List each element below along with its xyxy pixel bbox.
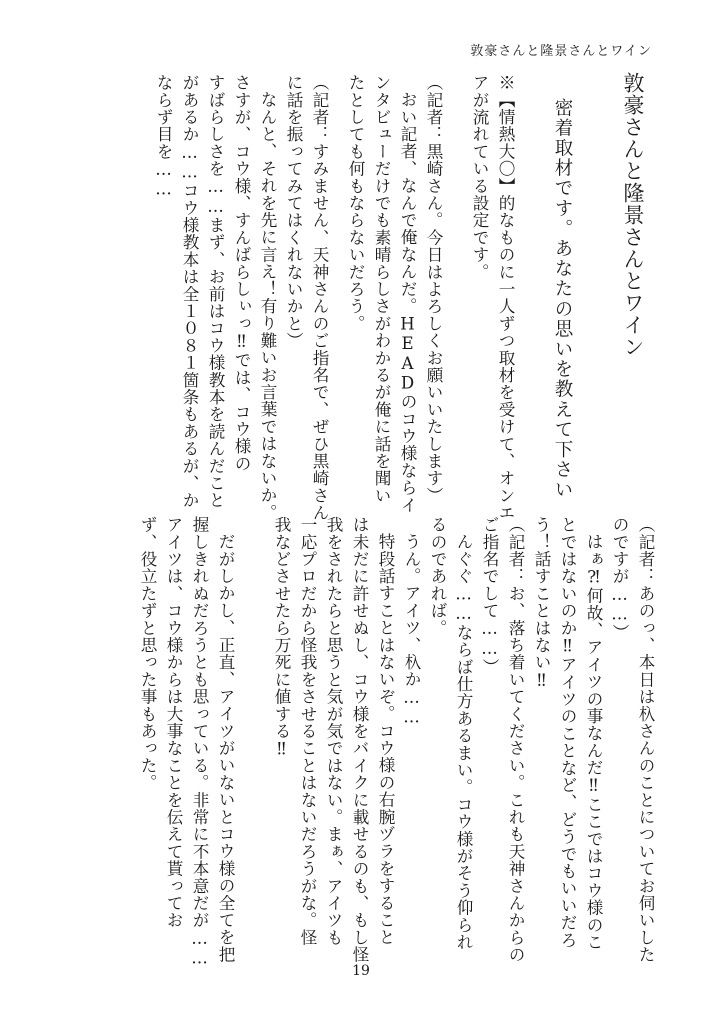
story-title: 敦豪さんと隆景さんとワイン: [621, 72, 645, 358]
bottom-line: 我をされたらと思うと気が気ではない。まぁ、アイツも: [324, 516, 343, 946]
bottom-line: うん。アイツ、杁か……: [402, 533, 421, 727]
bottom-line: 握しきれぬだろうとも思っている。非常に不本意だが……: [190, 516, 209, 968]
bottom-line: だがしかし、正直、アイツがいないとコウ様の全てを把: [216, 533, 235, 963]
top-line: （記者：すみません、天神さんのご指名で、ぜひ黒崎さん: [310, 74, 329, 522]
top-line: （記者：黒崎さん。今日はよろしくお願いいたします）: [424, 74, 443, 504]
top-line: ンタビューだけでも素晴らしさがわかるが俺に話を聞い: [372, 74, 391, 504]
top-line: すばらしさを……まず、お前はコウ様教本を読んだこと: [206, 74, 225, 509]
top-line: たとしても何もならないだろう。: [346, 74, 365, 332]
top-line: ※【情熱大〇】的なものに一人ずつ取材を受けて、オンエ: [496, 74, 515, 522]
top-line: なんと、それを先に言え！有り難いお言葉ではないか。: [258, 91, 277, 521]
bottom-line: は未だに許せぬし、コウ様をバイクに載せるのも、もし怪: [350, 516, 369, 964]
bottom-line: 特段話すことはないぞ。コウ様の右腕ヅラをすること: [376, 533, 395, 946]
bottom-line: んぐぐ……ならば仕方あるまい。コウ様がそう仰られ: [454, 533, 473, 951]
top-line: おい記者、なんで俺なんだ。HEADのコウ様ならイ: [398, 91, 417, 514]
bottom-line: 一応プロだから怪我をさせることはないだろうがな。怪: [298, 516, 317, 946]
story-subtitle: 密着取材です。あなたの思いを教えて下さい: [552, 98, 573, 500]
top-line: ならず目を……: [154, 74, 173, 200]
top-line: アが流れている設定です。: [470, 74, 489, 281]
bottom-line: はぁ⁈何故、アイツの事なんだ‼ここではコウ様のこ: [584, 533, 603, 951]
page-number: 19: [352, 963, 370, 979]
bottom-line: （記者：お、落ち着いてください。これも天神さんからの: [506, 516, 525, 964]
running-header: 敦豪さんと隆景さんとワイン: [470, 44, 652, 59]
bottom-line: ず、役立たずと思った事もあった。: [138, 516, 157, 792]
bottom-line: とではないのか‼アイツのことなど、どうでもいいだろ: [558, 516, 577, 949]
bottom-line: アイツは、コウ様からは大事なことを伝えて貰ってお: [164, 516, 183, 929]
top-line: さすが、コウ様、すんばらしぃっ‼では、コウ様の: [232, 74, 251, 472]
top-line: があるか……コウ様教本は全１０８１箇条もあるが、か: [180, 74, 199, 509]
bottom-line: （記者：あのっ、本日は杁さんのことについてお伺いした: [636, 516, 655, 964]
bottom-line: ご指名でして……）: [480, 516, 499, 676]
top-line: に話を振ってみてはくれないかと）: [284, 74, 303, 350]
bottom-line: のですが……）: [610, 516, 629, 642]
bottom-line: う！話すことはない‼: [532, 516, 551, 691]
bottom-line: 我などさせたら万死に値する‼: [272, 516, 291, 760]
bottom-line: るのであれば。: [428, 516, 447, 637]
